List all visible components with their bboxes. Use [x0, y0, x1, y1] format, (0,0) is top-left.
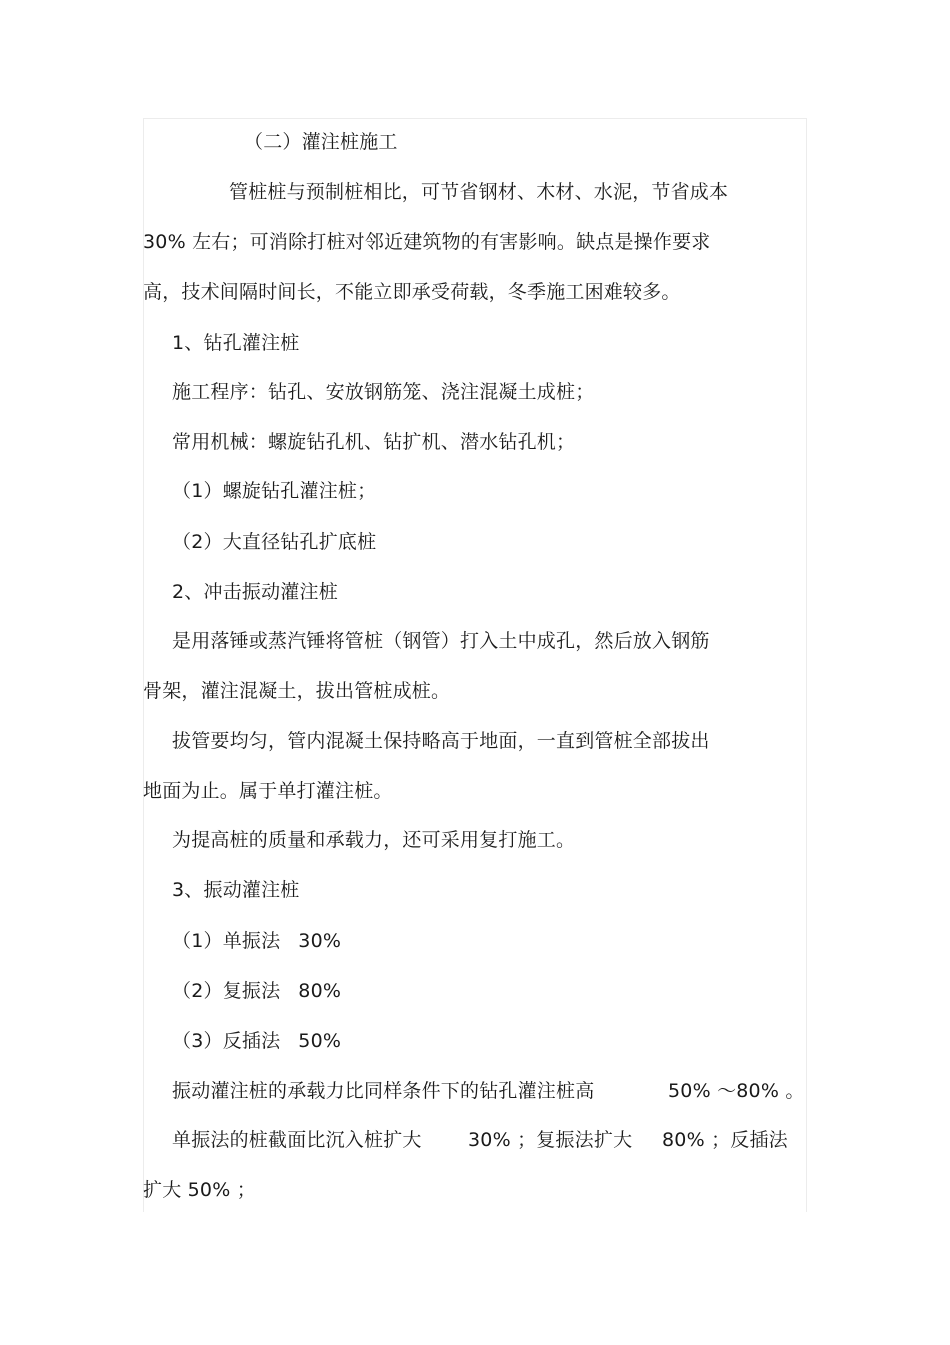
- s3-method-1: [172, 929, 341, 953]
- s2-para1-line-1: 是用落锤或蒸汽锤将管桩（钢管）打入土中成孔，然后放入钢筋: [172, 630, 710, 652]
- method-value: 80%: [298, 980, 342, 1002]
- s1-item-2: （2）大直径钻孔扩底桩: [172, 531, 377, 553]
- s2-para1-line-2: 骨架，灌注混凝土，拔出管桩成桩。: [143, 680, 451, 702]
- method-label: （1）单振法: [172, 930, 281, 952]
- intro-line-1: 管桩桩与预制桩相比，可节省钢材、木材、水泥，节省成本: [229, 181, 729, 203]
- s2-para2-line-2: 地面为止。属于单打灌注桩。: [143, 780, 393, 802]
- s2-para2-line-1: 拔管要均匀，管内混凝土保持略高于地面，一直到管桩全部拔出: [172, 730, 710, 752]
- s3-bearing-text: 振动灌注桩的承载力比同样条件下的钻孔灌注桩高: [172, 1080, 595, 1102]
- s3-section-part1: 单振法的桩截面比沉入桩扩大: [172, 1129, 422, 1151]
- s3-method-2: [172, 979, 341, 1003]
- s1-procedure: 施工程序：钻孔、安放钢筋笼、浇注混凝土成桩；: [172, 381, 595, 403]
- method-label: （3）反插法: [172, 1030, 281, 1052]
- s3-heading: 3、振动灌注桩: [172, 879, 300, 901]
- s3-section-v2: 80% ；反插法: [662, 1129, 788, 1151]
- s3-method-3: [172, 1029, 341, 1053]
- method-value: 30%: [298, 930, 342, 952]
- s1-heading: 1、钻孔灌注桩: [172, 332, 300, 354]
- method-value: 50%: [298, 1030, 342, 1052]
- s2-heading: 2、冲击振动灌注桩: [172, 581, 338, 603]
- section-heading: （二）灌注桩施工: [244, 131, 398, 153]
- s1-item-1: （1）螺旋钻孔灌注桩；: [172, 480, 377, 502]
- s2-para3: 为提高桩的质量和承载力，还可采用复打施工。: [172, 829, 576, 851]
- s3-bearing-range: 50% ～80% 。: [668, 1080, 805, 1102]
- intro-line-3: 高，技术间隔时间长，不能立即承受荷载，冬季施工困难较多。: [143, 281, 681, 303]
- s3-section-cont: 扩大 50% ；: [143, 1179, 256, 1201]
- intro-line-2: 30% 左右；可消除打桩对邻近建筑物的有害影响。缺点是操作要求: [143, 231, 711, 253]
- s1-machinery: 常用机械：螺旋钻孔机、钻扩机、潜水钻孔机；: [172, 431, 576, 453]
- method-label: （2）复振法: [172, 980, 281, 1002]
- s3-section-v1: 30% ；复振法扩大: [468, 1129, 633, 1151]
